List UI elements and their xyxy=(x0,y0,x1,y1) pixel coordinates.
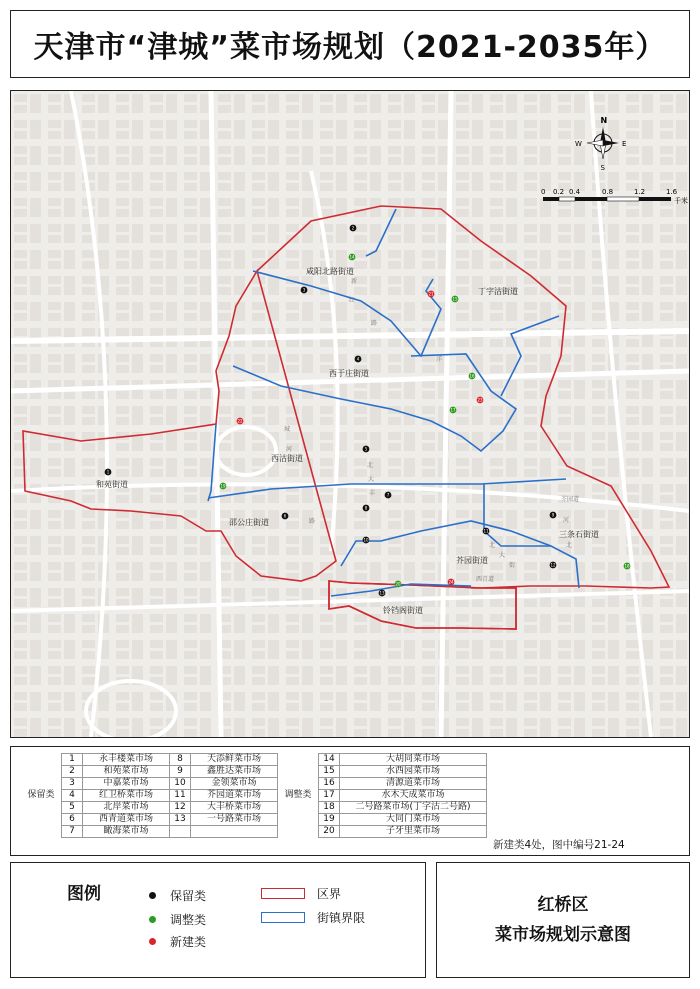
category-cell xyxy=(21,814,62,826)
marker-number: 1 xyxy=(106,469,110,475)
scale-tick: 0.4 xyxy=(569,188,581,196)
district-label: 铃铛阁街道 xyxy=(383,606,423,615)
market-name: 鑫胜达菜市场 xyxy=(191,766,278,778)
market-marker-retain[interactable] xyxy=(550,512,557,519)
marker-number: 11 xyxy=(483,528,489,534)
district-label: 丁字沽街道 xyxy=(478,287,518,296)
compass-e: E xyxy=(622,140,627,148)
district-label: 西于庄街道 xyxy=(329,369,369,378)
legend-street-label: 街镇界限 xyxy=(317,911,366,925)
legend-adjust xyxy=(149,911,206,928)
new-market-note: 新建类4处，图中编号21-24 xyxy=(493,839,625,851)
category-cell xyxy=(278,814,319,826)
market-marker-new[interactable] xyxy=(448,579,455,586)
marker-number: 4 xyxy=(356,356,360,362)
legend-adjust-label: 调整类 xyxy=(170,913,207,927)
market-number: 6 xyxy=(62,814,83,826)
market-marker-adjust[interactable] xyxy=(349,254,356,261)
market-number: 20 xyxy=(319,826,340,838)
marker-number: 8 xyxy=(364,505,368,511)
market-number: 19 xyxy=(319,814,340,826)
scale-tick: 0 xyxy=(541,188,546,196)
market-name: 子牙里菜市场 xyxy=(340,826,487,838)
market-name: 金领菜市场 xyxy=(191,778,278,790)
market-number: 4 xyxy=(62,790,83,802)
market-number: 3 xyxy=(62,778,83,790)
marker-number: 23 xyxy=(477,397,483,403)
compass-w: W xyxy=(575,140,582,148)
market-number: 18 xyxy=(319,802,340,814)
road-label: 西青道 xyxy=(476,576,495,583)
market-number: 13 xyxy=(170,814,191,826)
category-cell xyxy=(278,826,319,838)
scale-unit: 千米 xyxy=(674,197,688,205)
market-number: 12 xyxy=(170,802,191,814)
category-cell xyxy=(278,766,319,778)
road-label: 街 xyxy=(509,562,516,569)
road-label: 北 xyxy=(566,542,573,549)
marker-number: 6 xyxy=(283,513,287,519)
market-marker-retain[interactable] xyxy=(363,505,370,512)
market-marker-retain[interactable] xyxy=(379,590,386,597)
category-cell xyxy=(278,778,319,790)
legend-title: 图例 xyxy=(67,884,101,904)
district-label: 和苑街道 xyxy=(96,480,128,489)
market-name: 水木天成菜市场 xyxy=(340,790,487,802)
category-cell xyxy=(21,766,62,778)
marker-number: 19 xyxy=(220,483,226,489)
market-marker-retain[interactable] xyxy=(350,225,357,232)
marker-number: 2 xyxy=(351,225,355,231)
road-label: 河 xyxy=(286,446,293,453)
market-number: 11 xyxy=(170,790,191,802)
market-number: 1 xyxy=(62,754,83,766)
district-label: 芥园街道 xyxy=(456,556,488,565)
market-table xyxy=(21,753,487,838)
market-number: 2 xyxy=(62,766,83,778)
market-list-panel xyxy=(10,746,690,856)
category-cell: 保留类 xyxy=(27,790,55,800)
market-marker-new[interactable] xyxy=(428,291,435,298)
district-line-icon xyxy=(261,888,305,899)
category-cell xyxy=(21,754,62,766)
market-name: 天添鲜菜市场 xyxy=(191,754,278,766)
table-row xyxy=(21,790,487,802)
compass-s: S xyxy=(600,164,605,172)
table-row xyxy=(21,754,487,766)
road-label: 芥园道 xyxy=(561,496,580,503)
legend-retain-label: 保留类 xyxy=(170,889,207,903)
market-marker-retain[interactable] xyxy=(105,469,112,476)
marker-number: 15 xyxy=(452,296,458,302)
district-label: 邵公庄街道 xyxy=(229,518,269,527)
caption-subtitle: 菜市场规划示意图 xyxy=(495,925,631,945)
market-marker-retain[interactable] xyxy=(282,513,289,520)
category-cell xyxy=(278,802,319,814)
marker-number: 20 xyxy=(395,581,401,587)
road-label: 洋 xyxy=(436,356,443,363)
table-row xyxy=(21,802,487,814)
market-number: 9 xyxy=(170,766,191,778)
market-number: 7 xyxy=(62,826,83,838)
category-cell xyxy=(21,802,62,814)
market-name: 西青道菜市场 xyxy=(83,814,170,826)
map-canvas[interactable] xyxy=(11,91,689,737)
market-marker-new[interactable] xyxy=(477,397,484,404)
marker-number: 7 xyxy=(386,492,390,498)
scale-tick: 1.2 xyxy=(634,188,646,196)
category-cell xyxy=(21,826,62,838)
marker-number: 21 xyxy=(428,291,434,297)
road-label: 北 xyxy=(489,542,496,549)
table-row xyxy=(21,766,487,778)
retain-dot-icon xyxy=(149,892,156,899)
marker-number: 9 xyxy=(551,512,555,518)
road-label: 河 xyxy=(563,517,570,524)
marker-number: 24 xyxy=(448,579,454,585)
table-row xyxy=(21,814,487,826)
market-name: 水西园菜市场 xyxy=(340,766,487,778)
district-label: 三条石街道 xyxy=(559,530,599,539)
marker-number: 17 xyxy=(450,407,456,413)
market-number: 15 xyxy=(319,766,340,778)
market-name: 红卫桥菜市场 xyxy=(83,790,170,802)
market-number: 16 xyxy=(319,778,340,790)
marker-number: 5 xyxy=(364,446,368,452)
legend-retain xyxy=(149,887,206,904)
market-name: 和苑菜市场 xyxy=(83,766,170,778)
marker-number: 22 xyxy=(237,418,243,424)
legend-panel xyxy=(10,862,426,978)
market-number xyxy=(170,826,191,838)
market-name xyxy=(191,826,278,838)
road-label: 新 xyxy=(351,278,358,285)
legend-new-label: 新建类 xyxy=(170,935,207,949)
market-number: 17 xyxy=(319,790,340,802)
market-marker-retain[interactable] xyxy=(483,528,490,535)
compass-n: N xyxy=(600,116,608,125)
category-cell xyxy=(278,754,319,766)
market-marker-adjust[interactable] xyxy=(220,483,227,490)
table-row xyxy=(21,778,487,790)
district-label: 咸阳北路街道 xyxy=(306,267,354,276)
road-label: 北 xyxy=(367,462,374,469)
market-marker-new[interactable] xyxy=(237,418,244,425)
adjust-dot-icon xyxy=(149,916,156,923)
new-dot-icon xyxy=(149,938,156,945)
market-marker-retain[interactable] xyxy=(550,562,557,569)
road-label: 城 xyxy=(284,426,291,433)
scale-tick: 1.6 xyxy=(666,188,678,196)
road-label: 路 xyxy=(371,320,378,327)
market-number: 14 xyxy=(319,754,340,766)
road-label: 路 xyxy=(309,518,316,525)
category-cell xyxy=(21,778,62,790)
legend-district-label: 区界 xyxy=(317,887,342,901)
market-marker-adjust[interactable] xyxy=(452,296,459,303)
road-label: 大 xyxy=(368,476,375,483)
market-name: 清源道菜市场 xyxy=(340,778,487,790)
market-marker-retain[interactable] xyxy=(363,537,370,544)
marker-number: 18 xyxy=(624,563,630,569)
map-title: 天津市“津城”菜市场规划（2021-2035年） xyxy=(33,30,667,65)
marker-number: 13 xyxy=(379,590,385,596)
market-name: 大同门菜市场 xyxy=(340,814,487,826)
market-name: 中嘉菜市场 xyxy=(83,778,170,790)
market-marker-retain[interactable] xyxy=(363,446,370,453)
market-name: 一号路菜市场 xyxy=(191,814,278,826)
title-box xyxy=(10,10,690,78)
caption-district: 红桥区 xyxy=(537,895,589,915)
market-marker-adjust[interactable] xyxy=(395,581,402,588)
legend-district xyxy=(261,885,341,902)
market-number: 10 xyxy=(170,778,191,790)
market-name: 北岸菜市场 xyxy=(83,802,170,814)
caption-panel xyxy=(436,862,690,978)
category-cell: 调整类 xyxy=(284,790,312,800)
road-label: 丰 xyxy=(369,490,376,497)
legend-street xyxy=(261,909,365,926)
market-number: 8 xyxy=(170,754,191,766)
district-label: 西沽街道 xyxy=(271,454,303,463)
table-row xyxy=(21,826,487,838)
market-marker-adjust[interactable] xyxy=(450,407,457,414)
market-marker-adjust[interactable] xyxy=(469,373,476,380)
marker-number: 12 xyxy=(550,562,556,568)
market-marker-retain[interactable] xyxy=(355,356,362,363)
road-label: 红 xyxy=(349,297,356,304)
market-name: 大胡同菜市场 xyxy=(340,754,487,766)
market-name: 大丰桥菜市场 xyxy=(191,802,278,814)
market-marker-retain[interactable] xyxy=(385,492,392,499)
map-panel[interactable] xyxy=(10,90,690,738)
marker-number: 16 xyxy=(469,373,475,379)
market-name: 瞰海菜市场 xyxy=(83,826,170,838)
market-name: 芥园道菜市场 xyxy=(191,790,278,802)
marker-number: 3 xyxy=(302,287,306,293)
market-name: 二号路菜市场(丁字沽二号路) xyxy=(340,802,487,814)
road-label: 大 xyxy=(499,552,506,559)
basemap xyxy=(11,91,689,737)
marker-number: 10 xyxy=(363,537,369,543)
legend-new xyxy=(149,933,206,950)
market-marker-retain[interactable] xyxy=(301,287,308,294)
market-name: 永丰楼菜市场 xyxy=(83,754,170,766)
marker-number: 14 xyxy=(349,254,355,260)
street-line-icon xyxy=(261,912,305,923)
scale-tick: 0.2 xyxy=(553,188,565,196)
scale-tick: 0.8 xyxy=(602,188,614,196)
market-marker-adjust[interactable] xyxy=(624,563,631,570)
market-number: 5 xyxy=(62,802,83,814)
